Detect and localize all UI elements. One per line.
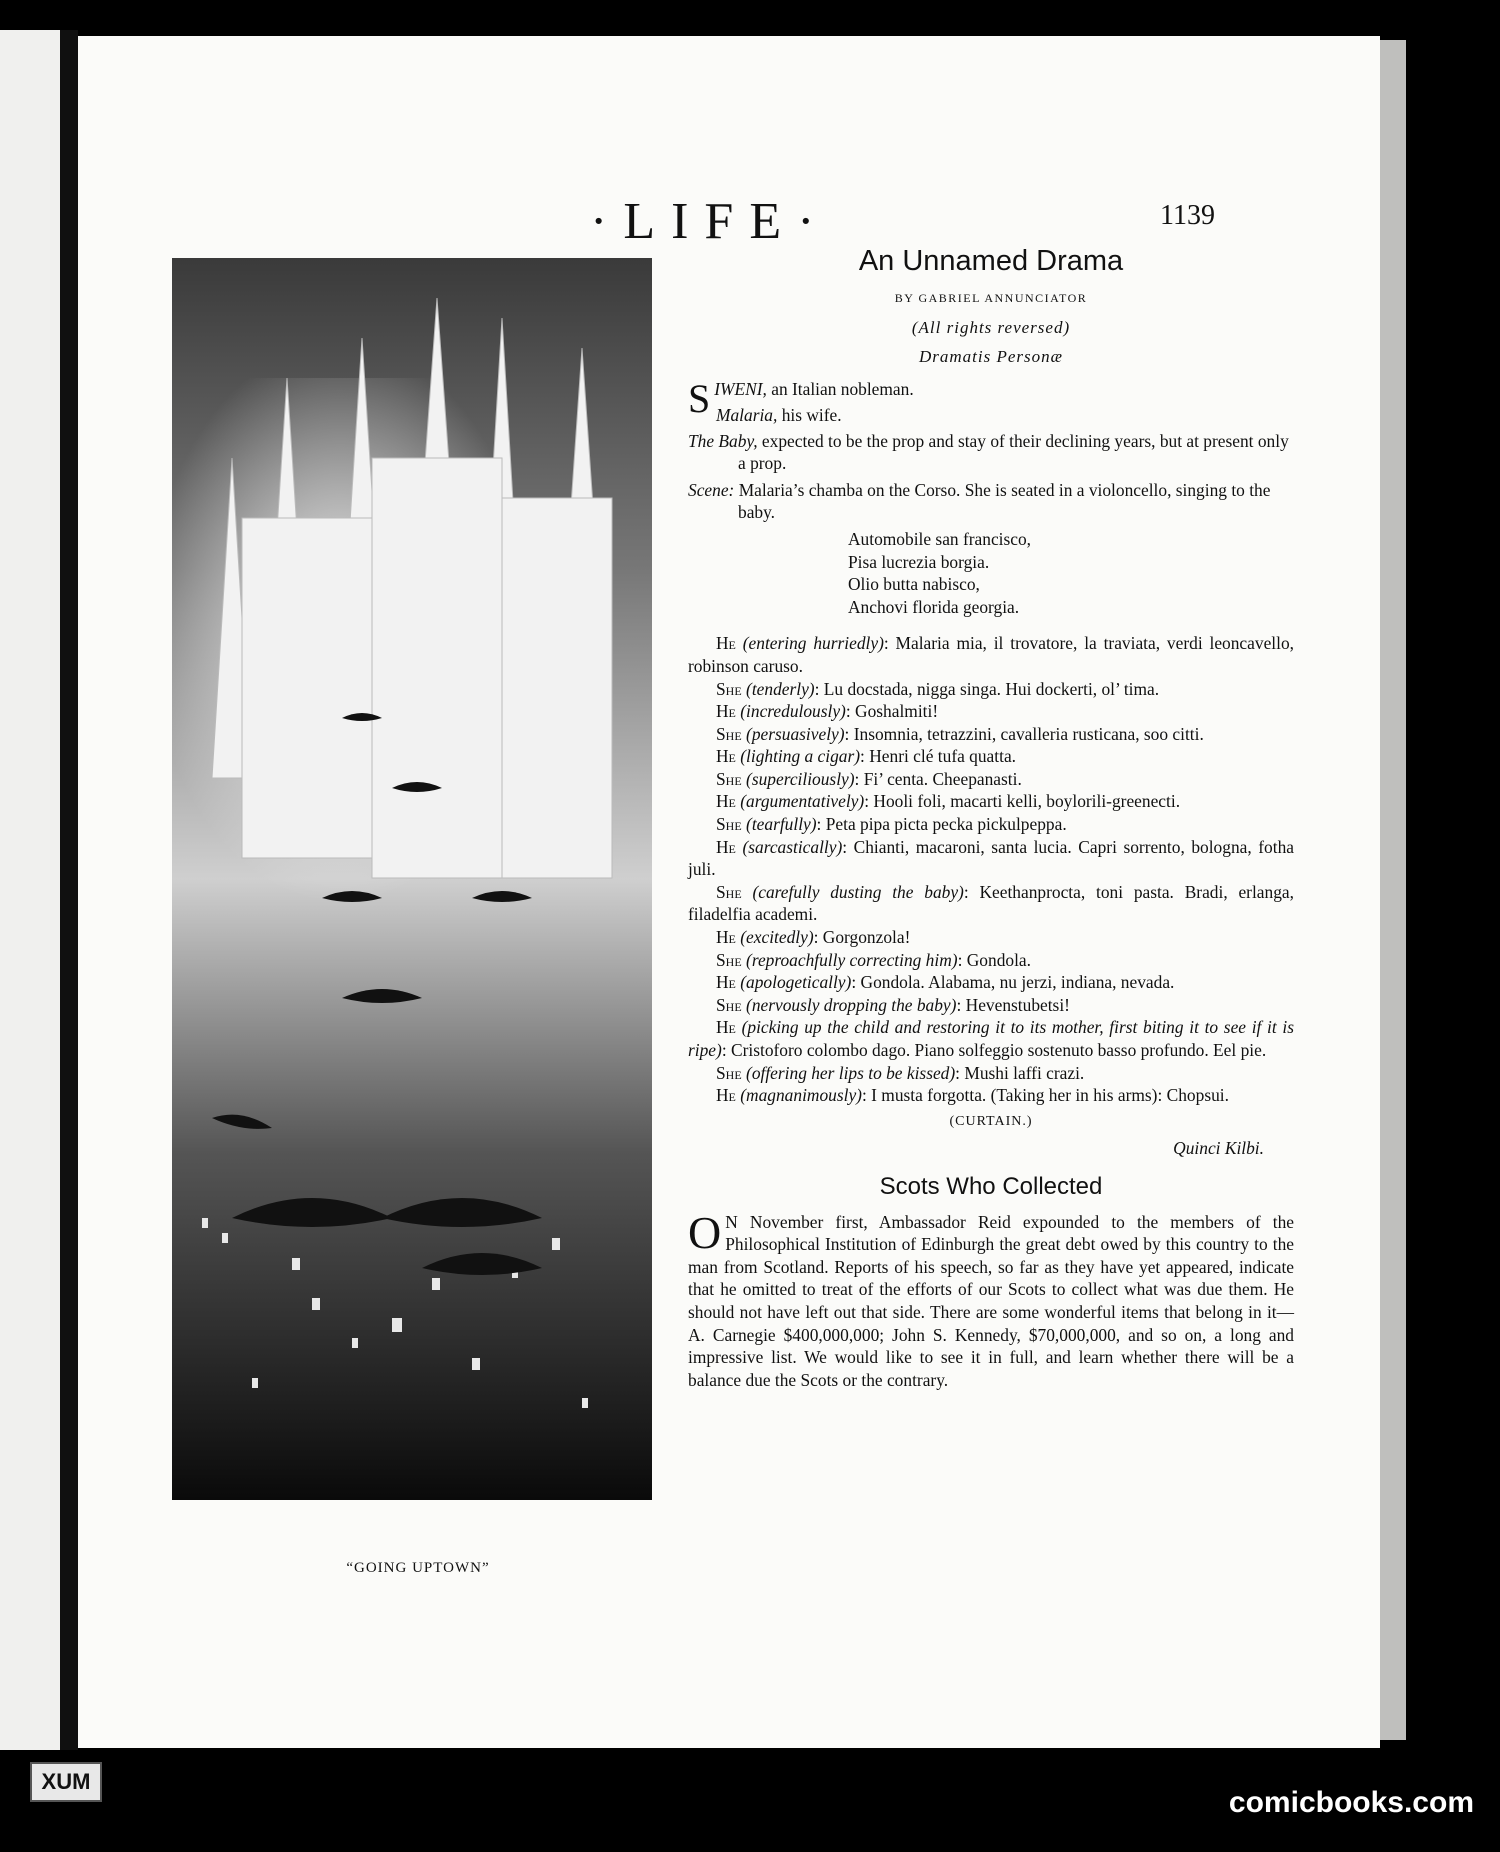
going-uptown-illustration [172,258,652,1500]
curtain-note: (CURTAIN.) [949,1113,1033,1129]
scene-label: Scene: [688,479,735,500]
speaker: She [716,768,742,789]
dialog-line [688,632,1294,677]
stage-direction: (incredulously) [740,701,846,722]
line-text: : Fi’ centa. Cheepanasti. [854,768,1022,789]
dramatis-personae-heading: Dramatis Personæ [919,346,1063,366]
dialog-line [688,813,1294,836]
cast-entry [688,430,1294,475]
scots-text: N November first, Ambassador Reid expounded to the members of the Philosophical Institution of Edinburgh the great debt owed by this country to the man from Scotland. Reports of his speech, so far as they have yet appeared, indicate that he omitted to treat of the efforts of our Scots to collect what was due them. He should not have left out that side. There are some wonderful items that belong in it—A. Carnegie $400,000,000; John S. Kennedy, $70,000,000, and so on, a long and impressive list. We would like to see it in full, and learn whether there will be a balance due the Scots or the contrary. [688,1211,1294,1390]
line-text: : Gondola. Alabama, nu jerzi, indiana, nevada. [851,972,1175,993]
stage-direction: (lighting a cigar) [740,746,861,767]
right-page-edge [1380,40,1406,1740]
cast-name: IWENI, [714,379,767,400]
stage-direction: (carefully dusting the baby) [752,881,964,902]
stage-direction: (tenderly) [746,678,815,699]
cast-entry [688,404,1294,427]
line-text: : I musta forgotta. (Taking her in his arms): Chopsui. [861,1085,1229,1106]
drama-signature: Quinci Kilbi. [1173,1138,1264,1159]
page-number: 1139 [1160,200,1215,231]
dialog-line [688,723,1294,746]
dialog-line [688,745,1294,768]
line-text: : Insomnia, tetrazzini, cavalleria rusticana, soo citti. [844,723,1204,744]
stage-direction: (entering hurriedly) [742,633,884,654]
speaker: She [716,723,742,744]
page-header [78,154,1380,250]
stage-direction: (superciliously) [746,768,855,789]
stage-direction: (excitedly) [740,927,814,948]
dialog-line [688,700,1294,723]
dialog-line [688,881,1294,926]
drop-cap: S [688,376,711,422]
illustration-caption: “GOING UPTOWN” [346,1560,490,1576]
dialog-line [688,971,1294,994]
speaker: He [716,836,736,857]
speaker: She [716,678,742,699]
watermark: comicbooks.com [1228,1786,1474,1819]
line-text: : Hooli foli, macarti kelli, boylorili-greenecti. [864,791,1181,812]
speaker: She [716,881,742,902]
scene-desc: Malaria’s chamba on the Corso. She is seated in a violoncello, singing to the baby. [734,479,1271,523]
dialog [688,632,1294,1106]
stage-direction: (picking up the child and restoring it to its mother, first biting it to see if it is ripe) [688,1017,1294,1060]
dialog-line [688,1016,1294,1061]
line-text: : Cristoforo colombo dago. Piano solfeggio sostenuto basso profundo. Eel pie. [721,1040,1267,1060]
stage-direction: (persuasively) [746,723,845,744]
dialog-line [688,1084,1294,1107]
song-line: Anchovi florida georgia. [848,596,1020,617]
speaker: She [716,814,742,835]
dialog-line [688,994,1294,1017]
scots-title: Scots Who Collected [879,1172,1103,1200]
song-line: Olio butta nabisco, [848,574,980,595]
dialog-line [688,678,1294,701]
scan-tag: XUM [30,1762,102,1802]
page-gutter [60,30,78,1750]
left-page-edge [0,30,60,1750]
line-text: : Henri clé tufa quatta. [860,746,1017,767]
line-text: : Goshalmiti! [845,701,939,722]
cast-desc: expected to be the prop and stay of their declining years, but at present only a prop. [738,430,1289,474]
dialog-line [688,768,1294,791]
scots-body [688,1206,1294,1392]
speaker: She [716,1062,742,1083]
line-text: : Keethanprocta, toni pasta. Bradi, erlanga, filadelfia academi. [688,881,1294,925]
song-verse [688,528,1294,618]
cast-list [688,378,1294,524]
speaker: He [716,1017,736,1038]
line-text: : Malaria mia, il trovatore, la traviata, verdi leoncavello, robinson caruso. [688,633,1294,676]
scene-entry [688,479,1294,524]
speaker: He [716,633,736,654]
dialog-line [688,1062,1294,1085]
stage-direction: (tearfully) [746,814,817,835]
stage-direction: (magnanimously) [740,1085,862,1106]
magazine-page [78,36,1380,1748]
line-text: : Gorgonzola! [813,927,911,948]
stage-direction: (nervously dropping the baby) [746,994,957,1015]
line-text: : Chianti, macaroni, santa lucia. Capri sorrento, bologna, fotha juli. [688,836,1294,880]
speaker: He [716,972,736,993]
drama-byline: BY GABRIEL ANNUNCIATOR [894,290,1088,305]
stage-direction: (apologetically) [740,972,852,993]
stage-direction: (argumentatively) [740,791,865,812]
magazine-title: ·LIFE· [590,193,831,250]
drama-title: An Unnamed Drama [858,245,1124,277]
speaker: She [716,994,742,1015]
dialog-line [688,790,1294,813]
speaker: He [716,701,736,722]
speaker: He [716,791,736,812]
speaker: He [716,927,736,948]
stage-direction: (sarcastically) [742,836,843,857]
dialog-line [688,836,1294,881]
speaker: He [716,1085,736,1106]
line-text: : Mushi laffi crazi. [955,1062,1085,1083]
text-column [688,245,1294,1391]
cast-desc: an Italian nobleman. [766,379,914,400]
line-text: : Peta pipa picta pecka pickulpeppa. [816,814,1067,835]
dialog-line [688,949,1294,972]
cast-desc: his wife. [777,404,842,425]
drama-subtitle: (All rights reversed) [911,318,1071,338]
line-text: : Lu docstada, nigga singa. Hui dockerti, ol’ tima. [814,678,1160,699]
cast-name: Malaria, [716,404,778,425]
line-text: : Hevenstubetsi! [956,994,1070,1015]
song-line: Automobile san francisco, [848,528,1032,549]
song-line: Pisa lucrezia borgia. [848,551,990,572]
stage-direction: (reproachfully correcting him) [746,949,958,970]
speaker: He [716,746,736,767]
cast-name: The Baby, [688,430,758,451]
line-text: : Gondola. [957,949,1031,970]
speaker: She [716,949,742,970]
stage-direction: (offering her lips to be kissed) [746,1062,956,1083]
dialog-line [688,926,1294,949]
drop-cap: O [688,1206,722,1258]
